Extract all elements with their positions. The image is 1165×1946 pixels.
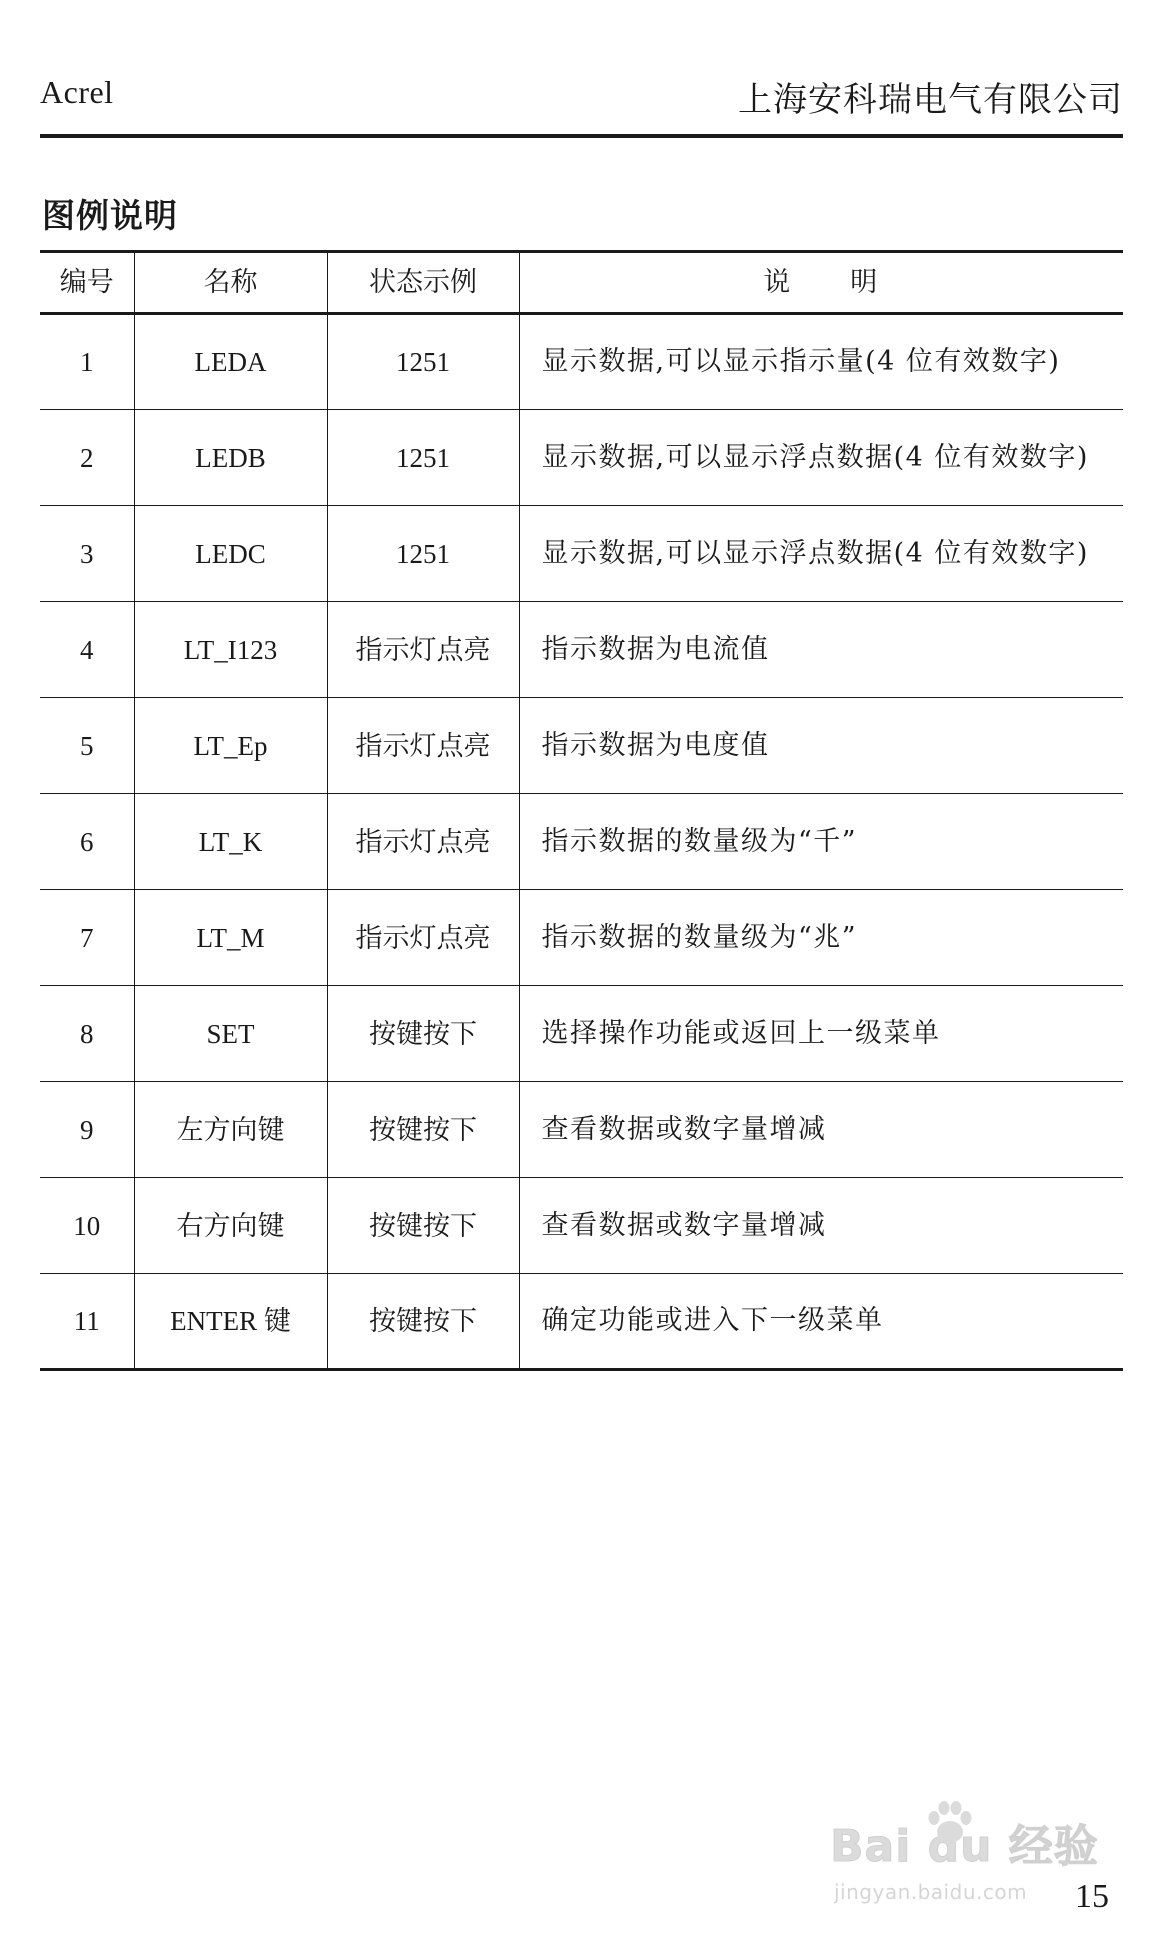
row-name: 右方向键 xyxy=(134,1178,327,1274)
row-name: SET xyxy=(134,986,327,1082)
row-state: 指示灯点亮 xyxy=(327,602,519,698)
table-row xyxy=(40,986,1123,1082)
table-row xyxy=(40,698,1123,794)
table-row xyxy=(40,506,1123,602)
row-name: LT_M xyxy=(134,890,327,986)
row-description: 确定功能或进入下一级菜单 xyxy=(541,1305,884,1336)
row-number: 5 xyxy=(40,698,134,794)
row-number: 7 xyxy=(40,890,134,986)
row-name: ENTER 键 xyxy=(134,1274,327,1370)
table-row xyxy=(40,1274,1123,1370)
table-row xyxy=(40,1082,1123,1178)
row-name: 左方向键 xyxy=(134,1082,327,1178)
row-state: 按键按下 xyxy=(327,1274,519,1370)
table-row xyxy=(40,602,1123,698)
row-state: 指示灯点亮 xyxy=(327,698,519,794)
table-row xyxy=(40,410,1123,506)
watermark-url: jingyan.baidu.com xyxy=(834,1880,1028,1904)
legend-table xyxy=(40,250,1123,1371)
row-name: LT_K xyxy=(134,794,327,890)
row-number: 3 xyxy=(40,506,134,602)
table-row xyxy=(40,890,1123,986)
row-name: LT_Ep xyxy=(134,698,327,794)
header-number: 编号 xyxy=(40,252,134,314)
row-state: 1251 xyxy=(327,410,519,506)
baidu-jingyan-watermark xyxy=(830,1810,1110,1920)
row-number: 8 xyxy=(40,986,134,1082)
row-state: 1251 xyxy=(327,506,519,602)
row-number: 9 xyxy=(40,1082,134,1178)
page-number: 15 xyxy=(1075,1878,1109,1915)
row-description: 显示数据,可以显示指示量(4 位有效数字) xyxy=(541,346,1061,377)
row-state: 按键按下 xyxy=(327,986,519,1082)
row-description: 显示数据,可以显示浮点数据(4 位有效数字) xyxy=(541,537,1089,569)
row-name: LT_I123 xyxy=(134,602,327,698)
row-state: 按键按下 xyxy=(327,1178,519,1274)
watermark-logo-text: Bai du 经验 xyxy=(830,1821,1099,1872)
row-description: 指示数据为电流值 xyxy=(541,633,770,665)
row-number: 10 xyxy=(40,1178,134,1274)
paw-icon xyxy=(922,1796,978,1852)
row-number: 11 xyxy=(40,1274,134,1370)
row-number: 1 xyxy=(40,314,134,410)
row-number: 6 xyxy=(40,794,134,890)
row-state: 按键按下 xyxy=(327,1082,519,1178)
row-description: 选择操作功能或返回上一级菜单 xyxy=(541,1017,941,1049)
row-description: 指示数据的数量级为“兆” xyxy=(541,921,858,953)
page-header xyxy=(40,70,1123,138)
row-state: 1251 xyxy=(327,314,519,410)
row-description: 查看数据或数字量增减 xyxy=(541,1209,827,1241)
row-state: 指示灯点亮 xyxy=(327,890,519,986)
row-description: 指示数据为电度值 xyxy=(541,729,770,761)
row-name: LEDA xyxy=(134,314,327,410)
row-description: 查看数据或数字量增减 xyxy=(541,1113,827,1145)
row-name: LEDB xyxy=(134,410,327,506)
header-state: 状态示例 xyxy=(327,252,519,314)
table-header-row xyxy=(40,252,1123,314)
row-name: LEDC xyxy=(134,506,327,602)
row-number: 4 xyxy=(40,602,134,698)
table-row xyxy=(40,794,1123,890)
row-description: 指示数据的数量级为“千” xyxy=(541,825,858,857)
table-row xyxy=(40,314,1123,410)
brand-name: Acrel xyxy=(40,74,114,110)
company-name: 上海安科瑞电气有限公司 xyxy=(738,80,1123,120)
row-number: 2 xyxy=(40,410,134,506)
row-description: 显示数据,可以显示浮点数据(4 位有效数字) xyxy=(541,441,1089,473)
section-title: 图例说明 xyxy=(42,196,178,235)
header-description: 说 明 xyxy=(763,266,880,298)
header-name: 名称 xyxy=(134,252,327,314)
row-state: 指示灯点亮 xyxy=(327,794,519,890)
table-row xyxy=(40,1178,1123,1274)
